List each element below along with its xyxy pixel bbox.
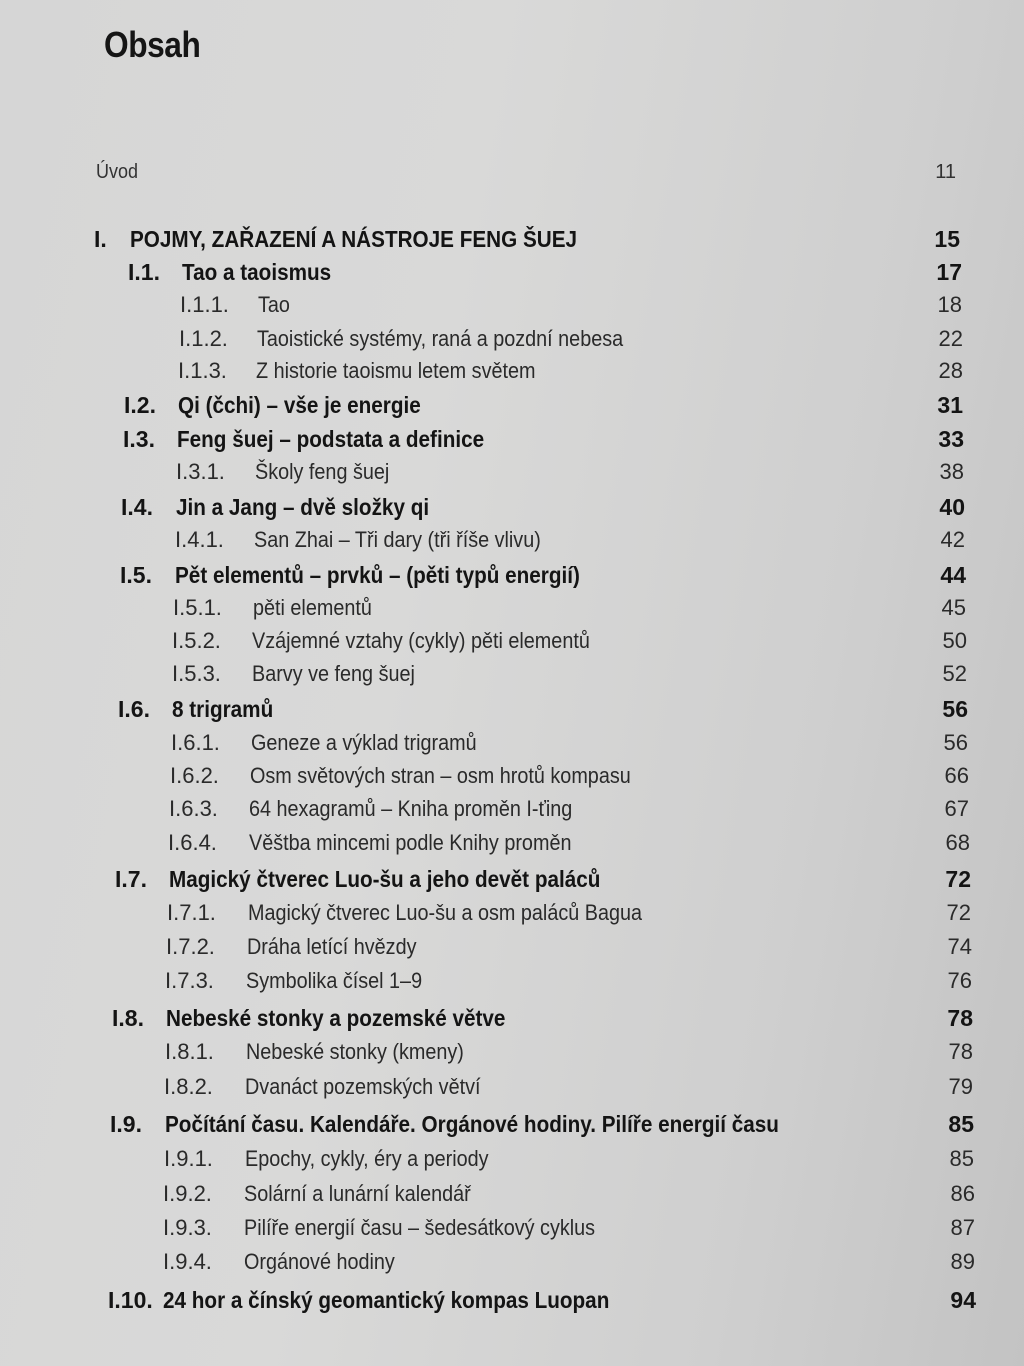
subsection-page: 50 [942,628,967,653]
section-number: I.8. [112,1005,144,1031]
section-page: 33 [938,426,964,452]
subsection-number: I.5.3. [172,661,221,686]
toc-subsection [0,726,1024,760]
subsection-number: I.1.2. [179,326,228,351]
subsection-number: I.9.4. [163,1249,212,1274]
section-number: I.10. [108,1287,153,1313]
toc-section [0,558,1024,592]
section-page: 72 [945,866,971,892]
subsection-number: I.6.4. [168,830,217,855]
subsection-number: I.1.1. [180,292,229,317]
toc-section [0,692,1024,726]
subsection-page: 72 [946,900,971,925]
section-number: I.7. [115,866,147,892]
section-page: 78 [947,1005,973,1031]
subsection-number: I.7.1. [167,900,216,925]
toc-subsection [0,930,1024,964]
entry-page: 11 [935,161,956,183]
section-page: 17 [936,259,962,285]
subsection-page: 86 [950,1181,975,1206]
subsection-title: Pilíře energií času – šedesátkový cyklus [244,1215,596,1240]
subsection-page: 79 [948,1074,973,1099]
subsection-page: 85 [949,1146,974,1171]
entry-title: Úvod [96,161,139,183]
subsection-title: Orgánové hodiny [244,1249,395,1274]
section-number: I.5. [120,562,152,588]
chapter-title: POJMY, ZAŘAZENÍ A NÁSTROJE FENG ŠUEJ [130,226,578,252]
section-title: Qi (čchi) – vše je energie [178,392,421,418]
subsection-page: 52 [942,661,967,686]
toc-subsection [0,1142,1024,1176]
subsection-title: Z historie taoismu letem světem [256,358,536,383]
section-number: I.1. [128,259,160,285]
section-title: Nebeské stonky a pozemské větve [166,1005,506,1031]
section-page: 31 [937,392,963,418]
subsection-number: I.1.3. [178,358,227,383]
subsection-number: I.9.1. [164,1146,213,1171]
subsection-number: I.8.2. [164,1074,213,1099]
toc-subsection [0,826,1024,860]
toc-subsection [0,657,1024,691]
subsection-number: I.6.2. [170,763,219,788]
toc-section [0,490,1024,524]
toc-intro [0,155,1024,189]
subsection-title: Barvy ve feng šuej [252,661,415,686]
section-page: 94 [950,1287,976,1313]
toc-subsection [0,896,1024,930]
section-number: I.2. [124,392,156,418]
section-title: Počítání času. Kalendáře. Orgánové hodiny. Pilíře energií času [165,1111,779,1137]
toc-subsection [0,759,1024,793]
subsection-title: Dvanáct pozemských větví [245,1074,481,1099]
toc-chapter [0,222,1024,256]
toc-subsection [0,964,1024,998]
subsection-page: 74 [947,934,972,959]
subsection-number: I.6.3. [169,796,218,821]
subsection-number: I.6.1. [171,730,220,755]
toc-section [0,1107,1024,1141]
toc-subsection [0,1070,1024,1104]
subsection-title: Magický čtverec Luo-šu a osm paláců Bagua [248,900,643,925]
subsection-page: 22 [938,326,963,351]
toc-section [0,862,1024,896]
toc-subsection [0,792,1024,826]
section-number: I.9. [110,1111,142,1137]
subsection-title: pěti elementů [253,595,372,620]
subsection-page: 56 [943,730,968,755]
section-title: Magický čtverec Luo-šu a jeho devět paláců [169,866,601,892]
subsection-number: I.3.1. [176,459,225,484]
toc-section [0,255,1024,289]
subsection-page: 87 [950,1215,975,1240]
subsection-title: Tao [258,292,290,317]
subsection-page: 76 [947,968,972,993]
section-number: I.6. [118,696,150,722]
section-title: Feng šuej – podstata a definice [177,426,485,452]
toc-subsection [0,354,1024,388]
toc-subsection [0,1177,1024,1211]
section-page: 85 [948,1111,974,1137]
toc-subsection [0,322,1024,356]
subsection-title: Nebeské stonky (kmeny) [246,1039,464,1064]
subsection-title: Vzájemné vztahy (cykly) pěti elementů [252,628,590,653]
chapter-number: I. [94,226,107,252]
section-title: 24 hor a čínský geomantický kompas Luopan [163,1287,610,1313]
subsection-title: Věštba mincemi podle Knihy proměn [249,830,572,855]
section-number: I.4. [121,494,153,520]
subsection-title: Epochy, cykly, éry a periody [245,1146,489,1171]
toc-section [0,388,1024,422]
toc-subsection [0,591,1024,625]
subsection-number: I.5.1. [173,595,222,620]
subsection-page: 45 [941,595,966,620]
subsection-title: Symbolika čísel 1–9 [246,968,423,993]
section-page: 56 [942,696,968,722]
section-page: 44 [940,562,966,588]
subsection-title: Osm světových stran – osm hrotů kompasu [250,763,631,788]
section-number: I.3. [123,426,155,452]
subsection-number: I.8.1. [165,1039,214,1064]
subsection-page: 18 [937,292,962,317]
section-title: 8 trigramů [172,696,274,722]
subsection-title: San Zhai – Tři dary (tři říše vlivu) [254,527,541,552]
subsection-number: I.7.2. [166,934,215,959]
toc-section [0,1283,1024,1317]
subsection-title: Dráha letící hvězdy [247,934,417,959]
subsection-number: I.9.3. [163,1215,212,1240]
subsection-number: I.5.2. [172,628,221,653]
subsection-number: I.7.3. [165,968,214,993]
subsection-number: I.9.2. [163,1181,212,1206]
section-page: 40 [939,494,965,520]
subsection-title: Školy feng šuej [255,459,390,484]
subsection-title: Taoistické systémy, raná a pozdní nebesa [257,326,624,351]
toc-subsection [0,1035,1024,1069]
toc-subsection [0,288,1024,322]
subsection-page: 67 [944,796,969,821]
toc-subsection [0,624,1024,658]
subsection-page: 42 [940,527,965,552]
toc-section [0,1001,1024,1035]
chapter-page: 15 [934,226,960,252]
subsection-page: 89 [950,1249,975,1274]
subsection-title: Geneze a výklad trigramů [251,730,477,755]
subsection-page: 66 [944,763,969,788]
section-title: Tao a taoismus [182,259,332,285]
toc-subsection [0,1211,1024,1245]
subsection-page: 28 [938,358,963,383]
subsection-title: 64 hexagramů – Kniha proměn I-ťing [249,796,573,821]
section-title: Pět elementů – prvků – (pěti typů energií) [175,562,580,588]
toc-section [0,422,1024,456]
subsection-page: 78 [948,1039,973,1064]
toc-subsection [0,1245,1024,1279]
toc-subsection [0,455,1024,489]
subsection-number: I.4.1. [175,527,224,552]
toc-subsection [0,523,1024,557]
section-title: Jin a Jang – dvě složky qi [176,494,430,520]
page-title: Obsah [104,24,201,65]
subsection-page: 68 [945,830,970,855]
subsection-page: 38 [939,459,964,484]
subsection-title: Solární a lunární kalendář [244,1181,471,1206]
